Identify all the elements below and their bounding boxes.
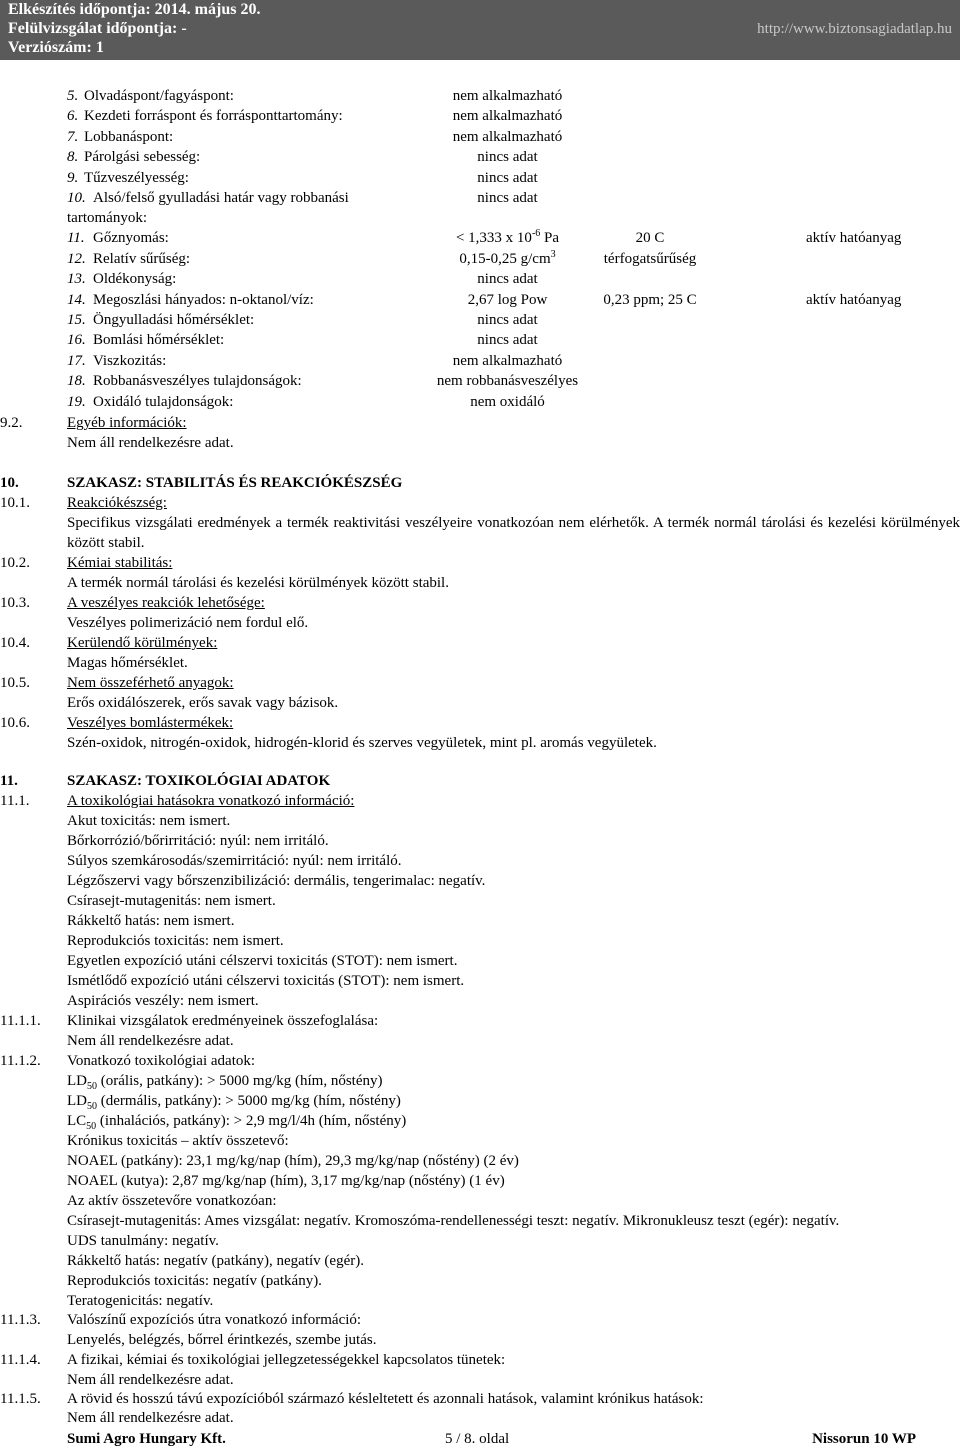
subsection-text: Erős oxidálószerek, erős savak vagy bázisok. bbox=[67, 695, 339, 711]
subsection-num: 11.1.3. bbox=[0, 1312, 41, 1328]
prop-label: Oxidáló tulajdonságok: bbox=[93, 393, 234, 410]
prop-label: tartományok: bbox=[67, 210, 147, 226]
toxicology-line: UDS tanulmány: negatív. bbox=[67, 1233, 219, 1249]
prop-condition: 0,23 ppm; 25 C bbox=[603, 291, 697, 308]
prop-number: 18. bbox=[67, 373, 86, 390]
superscript: 3 bbox=[550, 248, 556, 260]
subsection-text: Veszélyes polimerizáció nem fordul elő. bbox=[67, 615, 309, 631]
toxicology-line: Légzőszervi vagy bőrszenzibilizáció: dermális, tengerimalac: negatív. bbox=[67, 873, 486, 889]
prop-label: Relatív sűrűség: bbox=[93, 250, 191, 267]
toxicology-line: NOAEL (kutya): 2,87 mg/kg/nap (hím), 3,17 mg/kg/nap (nőstény) (1 év) bbox=[67, 1173, 505, 1189]
subsection-title: Klinikai vizsgálatok eredményeinek összefoglalása: bbox=[67, 1013, 379, 1029]
prop-number: 16. bbox=[67, 332, 86, 349]
subsection-title: Nem összeférhető anyagok: bbox=[67, 675, 234, 691]
subsection-num: 10.6. bbox=[0, 715, 30, 731]
subsection-title: A fizikai, kémiai és toxikológiai jellegzetességekkel kapcsolatos tünetek: bbox=[67, 1352, 506, 1368]
subsection-text: Lenyelés, belégzés, bőrrel érintkezés, szembe jutás. bbox=[67, 1332, 377, 1348]
superscript: -6 bbox=[531, 228, 541, 240]
page-footer bbox=[0, 1429, 960, 1447]
subsection-title: Reakciókészség: bbox=[67, 495, 167, 511]
section-title-9-2: Egyéb információk: bbox=[67, 415, 187, 431]
prop-number: 10. bbox=[67, 190, 86, 206]
subsection-title: Kerülendő körülmények: bbox=[67, 635, 218, 651]
prop-value: 2,67 log Pow bbox=[467, 291, 548, 308]
subsection-num: 11.1.2. bbox=[0, 1053, 41, 1069]
prop-label: Párolgási sebesség: bbox=[84, 149, 201, 166]
section-num-9-2: 9.2. bbox=[0, 415, 23, 431]
subsection-title: Valószínű expozíciós útra vonatkozó információ: bbox=[67, 1312, 362, 1328]
prop-number: 15. bbox=[67, 312, 86, 328]
section-num-11: 11. bbox=[0, 773, 18, 789]
ld-line: $LC_{50}$ (inhalációs, patkány): > 2,9 mg/l/4h (hím, nőstény) bbox=[67, 1113, 407, 1132]
prop-label: Olvadáspont/fagyáspont: bbox=[84, 88, 234, 104]
subscript: 50 bbox=[87, 1101, 97, 1112]
toxicology-line: Az aktív összetevőre vonatkozóan: bbox=[67, 1193, 277, 1209]
version-number: Verziószám: 1 bbox=[8, 39, 104, 56]
subsection-num: 11.1.1. bbox=[0, 1013, 41, 1029]
subscript: 50 bbox=[87, 1081, 97, 1092]
subsection-text: A termék normál tárolási és kezelési körülmények között stabil. bbox=[67, 575, 449, 591]
toxicology-line: Reprodukciós toxicitás: negatív (patkány). bbox=[67, 1273, 322, 1289]
subsection-num: 10.1. bbox=[0, 495, 30, 511]
toxicology-line: Krónikus toxicitás – aktív összetevő: bbox=[67, 1133, 289, 1149]
subsection-text: Szén-oxidok, nitrogén-oxidok, hidrogén-klorid és szerves vegyületek, mint pl. aromás vegyületek. bbox=[67, 735, 657, 751]
subsection-num: 11.1.5. bbox=[0, 1391, 41, 1407]
subsection-text: Magas hőmérséklet. bbox=[67, 655, 188, 671]
subsection-title: Kémiai stabilitás: bbox=[67, 555, 173, 571]
section-text-9-2: Nem áll rendelkezésre adat. bbox=[67, 435, 234, 451]
prop-label: Oldékonyság: bbox=[93, 271, 177, 288]
toxicology-line: Akut toxicitás: nem ismert. bbox=[67, 813, 231, 829]
toxicology-line: Teratogenicitás: negatív. bbox=[67, 1293, 214, 1309]
subsection-title: A toxikológiai hatásokra vonatkozó információ: bbox=[67, 793, 355, 809]
prop-note: aktív hatóanyag bbox=[806, 291, 902, 308]
prop-value: nem alkalmazható bbox=[452, 88, 563, 104]
ld-line: $LD_{50}$ (orális, patkány): > 5000 mg/kg (hím, nőstény) bbox=[67, 1073, 383, 1092]
prop-number: 5. bbox=[67, 88, 79, 104]
subsection-num: 10.3. bbox=[0, 595, 30, 611]
subsection-num: 10.4. bbox=[0, 635, 30, 651]
prop-value: nincs adat bbox=[477, 149, 538, 166]
prop-number: 11. bbox=[67, 230, 85, 247]
toxicology-line: Aspirációs veszély: nem ismert. bbox=[67, 993, 259, 1009]
section-title-11: SZAKASZ: TOXIKOLÓGIAI ADATOK bbox=[67, 773, 331, 789]
prop-number: 7. bbox=[67, 128, 79, 145]
toxicology-line: NOAEL (patkány): 23,1 mg/kg/nap (hím), 29,3 mg/kg/nap (nőstény) (2 év) bbox=[67, 1153, 519, 1169]
subsection-num: 10.2. bbox=[0, 555, 30, 571]
page-number: 5 / 8. oldal bbox=[445, 1431, 510, 1447]
prop-value: nem robbanásveszélyes bbox=[436, 373, 579, 390]
prop-value: nem alkalmazható bbox=[452, 128, 563, 145]
subscript: 50 bbox=[86, 1121, 97, 1132]
document-header bbox=[0, 0, 960, 60]
prop-number: 6. bbox=[67, 108, 79, 125]
prop-label: Robbanásveszélyes tulajdonságok: bbox=[93, 373, 302, 390]
toxicology-line: Rákkeltő hatás: nem ismert. bbox=[67, 913, 235, 929]
prop-number: 9. bbox=[67, 169, 79, 186]
prop-number: 14. bbox=[67, 291, 86, 308]
product-name: Nissorun 10 WP bbox=[812, 1431, 916, 1447]
header-url[interactable]: http://www.biztonsagiadatlap.hu bbox=[757, 21, 952, 37]
prop-label: Kezdeti forráspont és forrásponttartomány: bbox=[84, 108, 343, 125]
prop-value: 0,15-0,25 $g/cm^3$ bbox=[459, 248, 556, 267]
subsection-text: Nem áll rendelkezésre adat. bbox=[67, 1033, 234, 1049]
prop-condition: 20 C bbox=[635, 230, 665, 247]
ld-line: $LD_{50}$ (dermális, patkány): > 5000 mg/kg (hím, nőstény) bbox=[67, 1093, 401, 1112]
section-title-10: SZAKASZ: STABILITÁS ÉS REAKCIÓKÉSZSÉG bbox=[67, 475, 403, 491]
subsection-title: Vonatkozó toxikológiai adatok: bbox=[67, 1053, 256, 1069]
prop-value: nem alkalmazható bbox=[452, 352, 563, 369]
prop-label: Viszkozitás: bbox=[93, 352, 167, 369]
prop-number: 8. bbox=[67, 149, 79, 166]
toxicology-line: Csírasejt-mutagenitás: nem ismert. bbox=[67, 893, 276, 909]
prop-label: Bomlási hőmérséklet: bbox=[93, 332, 225, 349]
prop-number: 13. bbox=[67, 271, 86, 288]
prop-label: Lobbanáspont: bbox=[84, 128, 174, 145]
prop-number: 17. bbox=[67, 352, 86, 369]
prop-note: aktív hatóanyag bbox=[806, 230, 902, 247]
toxicology-line: Rákkeltő hatás: negatív (patkány), negatív (egér). bbox=[67, 1253, 364, 1269]
subsection-title: Veszélyes bomlástermékek: bbox=[67, 715, 234, 731]
prop-label: Öngyulladási hőmérséklet: bbox=[93, 312, 255, 328]
company-name: Sumi Agro Hungary Kft. bbox=[67, 1431, 226, 1447]
subsection-num: 11.1.4. bbox=[0, 1352, 41, 1368]
prop-number: 12. bbox=[67, 250, 86, 267]
prop-number: 19. bbox=[67, 393, 86, 410]
subsection-text: Specifikus vizsgálati eredmények a termék reaktivitási veszélyeire vonatkozóan nem elérhetők. A termék normál tárolási és kezelési körülmények között stabil. bbox=[67, 515, 960, 551]
toxicology-line: Egyetlen expozíció utáni célszervi toxicitás (STOT): nem ismert. bbox=[67, 953, 458, 969]
subsection-title: A rövid és hosszú távú expozícióból származó késleltetett és azonnali hatások, valamint krónikus hatások: bbox=[67, 1391, 704, 1407]
creation-date: Elkészítés időpontja: 2014. május 20. bbox=[8, 1, 261, 18]
prop-value: nem oxidáló bbox=[470, 393, 545, 410]
prop-value: nem alkalmazható bbox=[452, 108, 563, 125]
prop-value: nincs adat bbox=[477, 332, 538, 349]
revision-date: Felülvizsgálat időpontja: - bbox=[8, 20, 187, 37]
prop-value: nincs adat bbox=[477, 169, 538, 186]
toxicology-line: Ismétlődő expozíció utáni célszervi toxicitás (STOT): nem ismert. bbox=[67, 973, 465, 989]
prop-value: nincs adat bbox=[477, 190, 538, 206]
prop-label: Alsó/felső gyulladási határ vagy robbanási bbox=[93, 190, 349, 206]
prop-label: Gőznyomás: bbox=[93, 230, 169, 247]
subsection-num: 11.1. bbox=[0, 793, 30, 809]
subsection-num: 10.5. bbox=[0, 675, 30, 691]
prop-value: nincs adat bbox=[477, 271, 538, 288]
prop-value: nincs adat bbox=[477, 312, 538, 328]
subsection-text: Nem áll rendelkezésre adat. bbox=[67, 1410, 234, 1426]
prop-value: < 1,333 x $10^{-6}$ Pa bbox=[455, 228, 560, 247]
prop-condition: térfogatsűrűség bbox=[603, 250, 697, 267]
subsection-title: A veszélyes reakciók lehetősége: bbox=[67, 595, 265, 611]
toxicology-line: Súlyos szemkárosodás/szemirritáció: nyúl: nem irritáló. bbox=[67, 853, 402, 869]
prop-label: Tűzveszélyesség: bbox=[84, 169, 189, 186]
prop-label: Megoszlási hányados: n-oktanol/víz: bbox=[93, 291, 314, 308]
subsection-text: Nem áll rendelkezésre adat. bbox=[67, 1372, 234, 1388]
section-num-10: 10. bbox=[0, 475, 19, 491]
toxicology-line: Bőrkorrózió/bőrirritáció: nyúl: nem irritáló. bbox=[67, 833, 329, 849]
toxicology-line: Reprodukciós toxicitás: nem ismert. bbox=[67, 933, 284, 949]
toxicology-line: Csírasejt-mutagenitás: Ames vizsgálat: negatív. Kromoszóma-rendellenességi teszt: negatív. Mikronukleusz teszt (egér): negatív. bbox=[67, 1213, 840, 1229]
